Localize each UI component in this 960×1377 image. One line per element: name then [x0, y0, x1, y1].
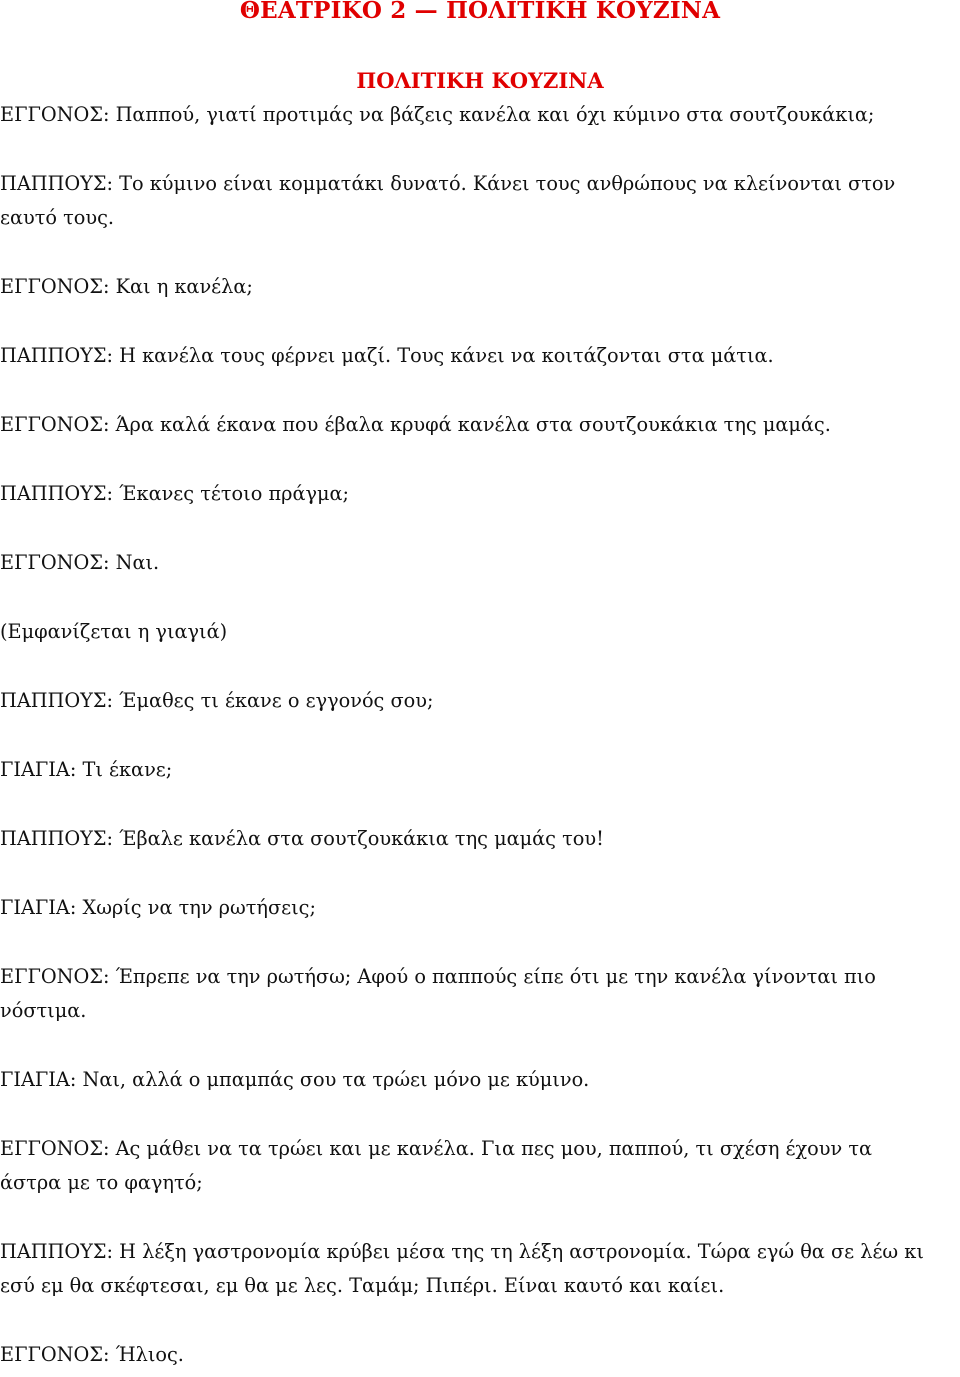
dialogue-line: ΕΓΓΟΝΟΣ: Ναι.: [0, 551, 160, 574]
page-title: ΘΕΑΤΡΙΚΟ 2 — ΠΟΛΙΤΙΚΗ ΚΟΥΖΙΝΑ: [239, 0, 721, 24]
dialogue-line: ΕΓΓΟΝΟΣ: Έπρεπε να την ρωτήσω; Αφού ο παππούς είπε ότι με την κανέλα γίνονται πιο: [0, 965, 876, 988]
dialogue-line: ΕΓΓΟΝΟΣ: Ήλιος.: [0, 1343, 184, 1366]
dialogue-line: ΕΓΓΟΝΟΣ: Ας μάθει να τα τρώει και με κανέλα. Για πες μου, παππού, τι σχέση έχουν τα: [0, 1137, 873, 1160]
dialogue-line: εαυτό τους.: [0, 206, 115, 229]
dialogue-line: άστρα με το φαγητό;: [0, 1171, 203, 1194]
dialogue-line: ΠΑΠΠΟΥΣ: Έμαθες τι έκανε ο εγγονός σου;: [0, 689, 434, 712]
dialogue-line: ΕΓΓΟΝΟΣ: Άρα καλά έκανα που έβαλα κρυφά κανέλα στα σουτζουκάκια της μαμάς.: [0, 413, 831, 436]
dialogue-line: ΓΙΑΓΙΑ: Ναι, αλλά ο μπαμπάς σου τα τρώει μόνο με κύμινο.: [0, 1068, 590, 1091]
dialogue-line: ΓΙΑΓΙΑ: Χωρίς να την ρωτήσεις;: [0, 896, 316, 919]
dialogue-line: ΠΑΠΠΟΥΣ: Η λέξη γαστρονομία κρύβει μέσα της τη λέξη αστρονομία. Τώρα εγώ θα σε λέω κι: [0, 1240, 924, 1263]
dialogue-line: ΠΑΠΠΟΥΣ: Έκανες τέτοιο πράγμα;: [0, 482, 350, 505]
play-title: ΠΟΛΙΤΙΚΗ ΚΟΥΖΙΝΑ: [356, 68, 604, 93]
dialogue-line: ΠΑΠΠΟΥΣ: Η κανέλα τους φέρνει μαζί. Τους κάνει να κοιτάζονται στα μάτια.: [0, 344, 774, 367]
dialogue-line: ΕΓΓΟΝΟΣ: Και η κανέλα;: [0, 275, 253, 298]
dialogue-line: νόστιμα.: [0, 999, 87, 1022]
dialogue-line: εσύ εμ θα σκέφτεσαι, εμ θα με λες. Ταμάμ; Πιπέρι. Είναι καυτό και καίει.: [0, 1274, 725, 1297]
stage-direction: (Εμφανίζεται η γιαγιά): [0, 620, 228, 643]
dialogue-line: ΕΓΓΟΝΟΣ: Παππού, γιατί προτιμάς να βάζεις κανέλα και όχι κύμινο στα σουτζουκάκια;: [0, 103, 875, 126]
dialogue-line: ΠΑΠΠΟΥΣ: Έβαλε κανέλα στα σουτζουκάκια της μαμάς του!: [0, 827, 604, 850]
dialogue-line: ΓΙΑΓΙΑ: Τι έκανε;: [0, 758, 173, 781]
dialogue-line: ΠΑΠΠΟΥΣ: Το κύμινο είναι κομματάκι δυνατό. Κάνει τους ανθρώπους να κλείνονται στον: [0, 172, 896, 195]
